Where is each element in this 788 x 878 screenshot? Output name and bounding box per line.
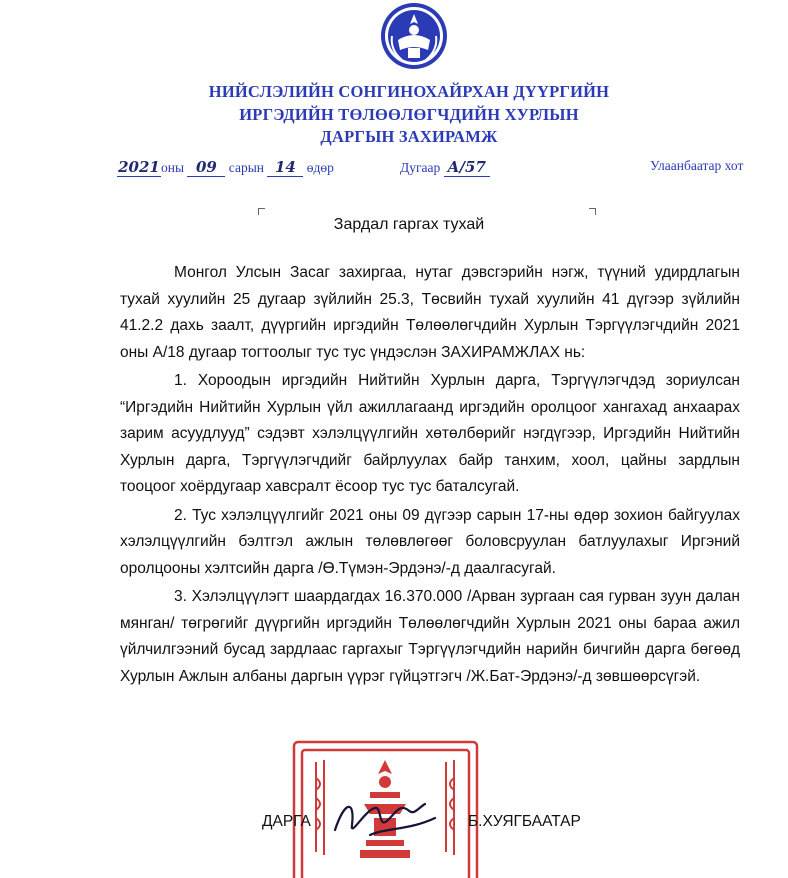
date-year: 2021 [118,158,160,176]
date-year-suffix: оны [161,160,185,175]
document-number [400,158,490,177]
state-emblem-icon [378,0,450,72]
document-body [120,260,740,690]
date-day: 14 [267,158,303,177]
document-title: Зардал гаргах тухай [333,216,485,233]
handwritten-signature [330,790,440,845]
signer-role: ДАРГА [262,813,311,830]
signer-name: Б.ХУЯГБААТАР [468,813,581,830]
paragraph-item-2: 2. Тус хэлэлцүүлгийг 2021 оны 09 дүгээр сарын 17-ны өдөр зохион байгуулах хэлэлцүүлгийн бэлтгэл ажлын төлөвлөгөөг боловсруулан батлуулахыг Иргэний оролцооны хэлтсийн дарга /Ө.Түмэн-Эрдэнэ/-д даалгасугай. [120,506,740,577]
paragraph-item-1: 1. Хороодын иргэдийн Нийтийн Хурлын дарга, Тэргүүлэгчдэд зориулсан “Иргэдийн Нийтийн Хурлын үйл ажиллагаанд иргэдийн оролцоог хангахад анхаарах зарим асуудлууд” сэдэвт хэлэлцүүлгийн хөтөлбөрийг нэгдүгээр, Иргэдийн Нийтийн Хурлын дарга, Тэргүүлэгчдийг байрлуулах байр танхим, хоол, цайны зардлын тооцоог хоёрдугаар хавсралт ёсоор тус тус баталсугай. [120,372,740,495]
number-label: Дугаар [400,160,441,175]
date-month: 09 [187,158,225,177]
city-label: Улаанбаатар хот [650,158,744,173]
date-line [117,158,334,177]
header-line-3: ДАРГЫН ЗАХИРАМЖ [320,127,498,146]
corner-mark-right [589,208,596,215]
corner-mark-left [258,208,265,215]
number-value: А/57 [444,158,490,177]
paragraph-preamble: Монгол Улсын Засаг захиргаа, нутаг дэвсгэрийн нэгж, түүний удирдлагын тухай хуулийн 25 дугаар зүйлийн 25.3, Төсвийн тухай хуулийн 41 дүгээр зүйлийн 41.2.2 дахь заалт, дүүргийн иргэдийн Төлөөлөгчдийн Хурлын Тэргүүлэгчдийн 2021 оны А/18 дугаар тогтоолыг тус тус үндэслэн ЗАХИРАМЖЛАХ нь: [120,264,740,361]
date-day-suffix: өдөр [306,160,334,175]
header-line-2: ИРГЭДИЙН ТӨЛӨӨЛӨГЧДИЙН ХУРЛЫН [239,105,579,124]
header-line-1: НИЙСЛЭЛИЙН СОНГИНОХАЙРХАН ДҮҮРГИЙН [208,82,610,101]
paragraph-item-3: 3. Хэлэлцүүлэгт шаардагдах 16.370.000 /Арван зургаан сая гурван зуун далан мянган/ төгрөгийг дүүргийн иргэдийн Төлөөлөгчдийн Хурлын 2021 оны бараа ажил үйлчилгээний бусад зардлаас гаргахыг Тэргүүлэгчдийн нарийн бичгийн дарга бөгөөд Хурлын Ажлын албаны даргын үүрэг гүйцэтгэгч /Ж.Бат-Эрдэнэ/-д зөвшөөрсүгэй. [120,588,740,685]
date-month-suffix: сарын [228,160,264,175]
